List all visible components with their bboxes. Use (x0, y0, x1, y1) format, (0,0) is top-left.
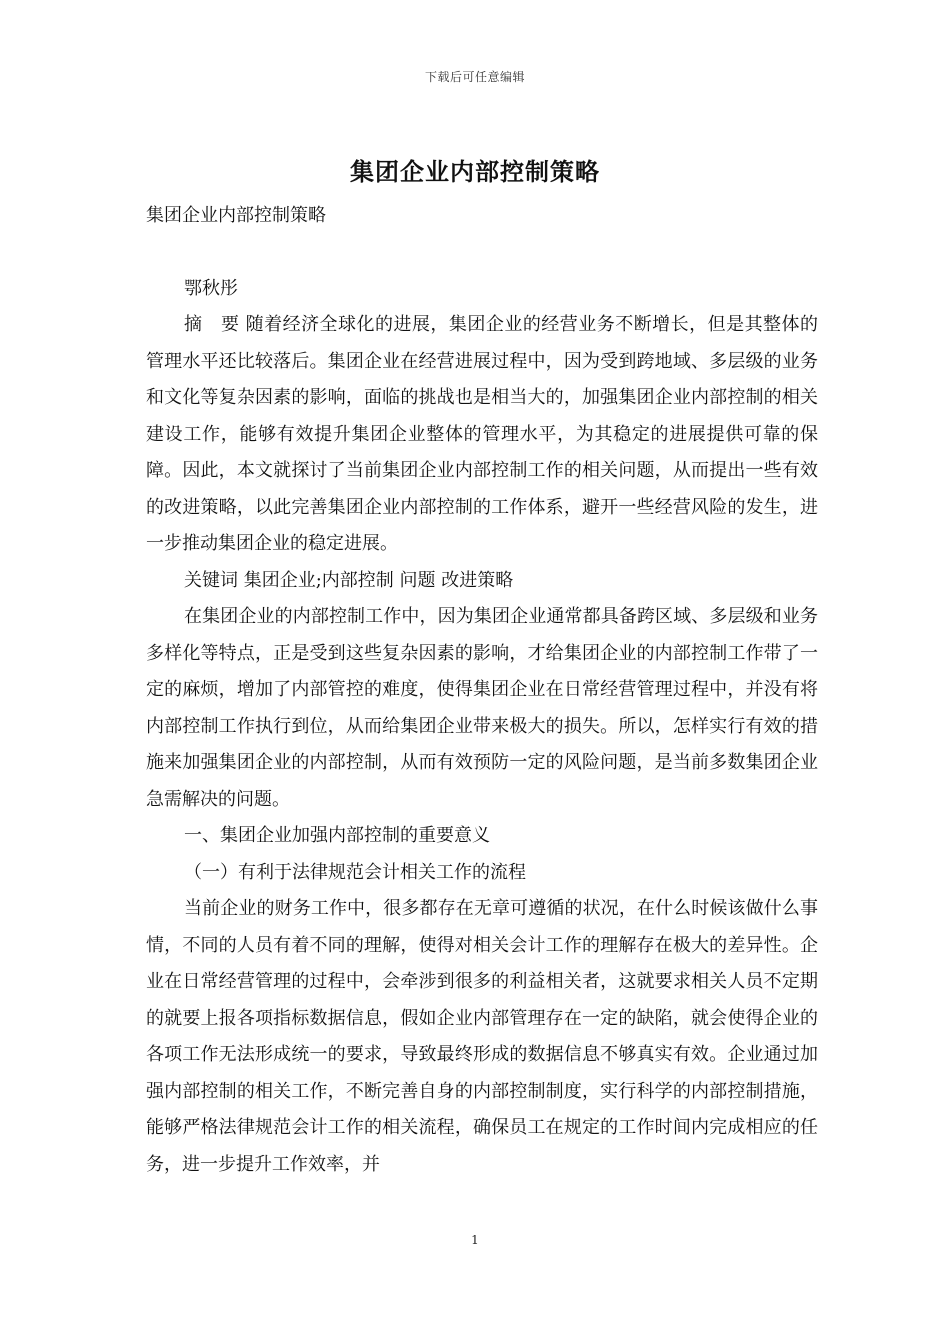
section-heading: 一、集团企业加强内部控制的重要意义 (184, 825, 490, 846)
subsection-paragraph: 当前企业的财务工作中，很多都存在无章可遵循的状况，在什么时候该做什么事情，不同的人员有着不同的理解，使得对相关会计工作的理解存在极大的差异性。企业在日常经营管理的过程中，会牵涉到很多的利益相关者，这就要求相关人员不定期的就要上报各项指标数据信息，假如企业内部管理存在一定的缺陷，就会使得企业的各项工作无法形成统一的要求，导致最终形成的数据信息不够真实有效。企业通过加强内部控制的相关工作，不断完善自身的内部控制制度，实行科学的内部控制措施，能够严格法律规范会计工作的相关流程，确保员工在规定的工作时间内完成相应的任务，进一步提升工作效率，并 (146, 898, 818, 1175)
page-number: 1 (471, 1233, 479, 1247)
keywords-line: 关键词 集团企业;内部控制 问题 改进策略 (184, 569, 514, 591)
document-subtitle: 集团企业内部控制策略 (146, 205, 326, 226)
abstract-paragraph: 摘 要 随着经济全球化的进展，集团企业的经营业务不断增长，但是其整体的管理水平还比较落后。集团企业在经营进展过程中，因为受到跨地域、多层级的业务和文化等复杂因素的影响，面临的挑战也是相当大的，加强集团企业内部控制的相关建设工作，能够有效提升集团企业整体的管理水平，为其稳定的进展提供可靠的保障。因此，本文就探讨了当前集团企业内部控制工作的相关问题，从而提出一些有效的改进策略，以此完善集团企业内部控制的工作体系，避开一些经营风险的发生，进一步推动集团企业的稳定进展。 (146, 314, 818, 554)
author-name: 鄂秋彤 (184, 277, 238, 299)
header-note: 下载后可任意编辑 (424, 70, 525, 84)
intro-paragraph: 在集团企业的内部控制工作中，因为集团企业通常都具备跨区域、多层级和业务多样化等特点，正是受到这些复杂因素的影响，才给集团企业的内部控制工作带了一定的麻烦，增加了内部管控的难度，使得集团企业在日常经营管理过程中，并没有将内部控制工作执行到位，从而给集团企业带来极大的损失。所以，怎样实行有效的措施来加强集团企业的内部控制，从而有效预防一定的风险问题，是当前多数集团企业急需解决的问题。 (146, 606, 818, 810)
document-title: 集团企业内部控制策略 (350, 158, 600, 186)
subsection-heading: （一）有利于法律规范会计相关工作的流程 (184, 861, 526, 883)
document-body (146, 198, 818, 1183)
